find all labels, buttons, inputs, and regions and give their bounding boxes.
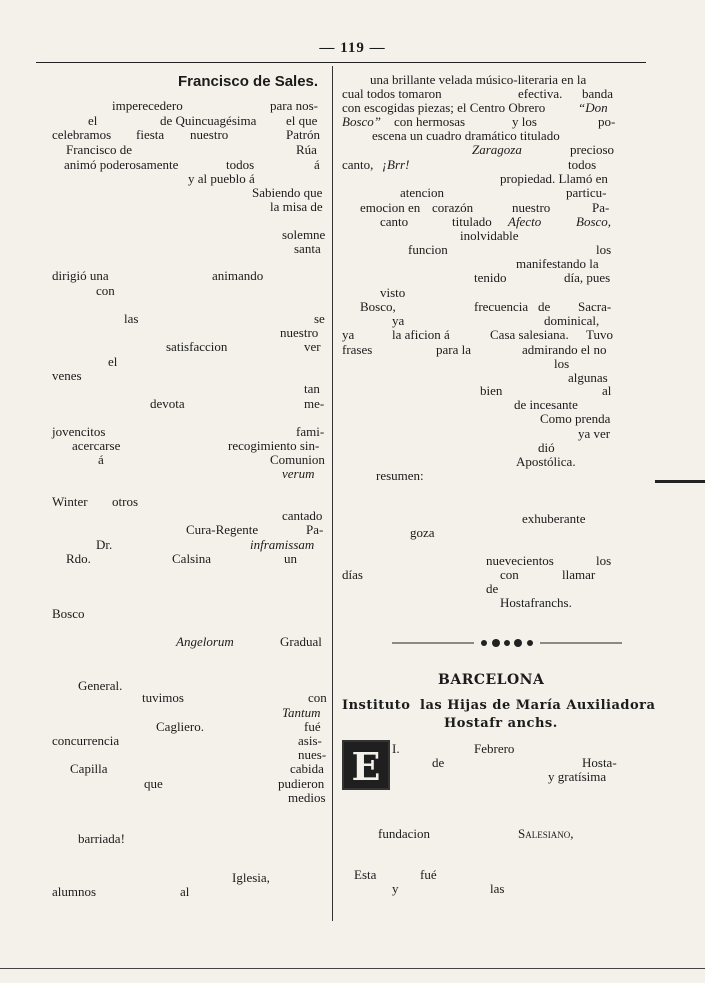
text-fragment: Bosco <box>52 606 85 621</box>
text-fragment: de <box>432 755 445 770</box>
text-fragment: atencion <box>400 185 445 200</box>
text-fragment: el <box>108 354 118 369</box>
text-fragment: fundacion <box>378 826 430 841</box>
drop-cap: E <box>342 740 390 790</box>
text-fragment: dominical, <box>544 313 600 328</box>
text-fragment: á <box>314 157 320 172</box>
text-fragment: de Quincuagésima <box>160 113 257 128</box>
text-fragment: de incesante <box>514 397 578 412</box>
text-fragment: con <box>308 690 327 705</box>
text-fragment: me- <box>304 396 325 411</box>
text-fragment: fiesta <box>136 127 165 142</box>
text-fragment: po- <box>598 114 616 129</box>
text-fragment: al <box>602 383 612 398</box>
text-fragment: el que <box>286 113 318 128</box>
bottom-rule <box>0 968 705 969</box>
text-fragment: frases <box>342 342 373 357</box>
text-fragment: al <box>180 884 190 899</box>
text-fragment: Afecto <box>508 214 542 229</box>
text-fragment: de <box>486 581 499 596</box>
text-fragment: Calsina <box>172 551 211 566</box>
text-fragment: Cagliero. <box>156 719 205 734</box>
text-fragment: emocion en <box>360 200 421 215</box>
text-fragment: Salesiano, <box>518 826 574 841</box>
text-fragment: con <box>96 283 115 298</box>
text-fragment: Apostólica. <box>516 454 576 469</box>
ornament-divider <box>392 637 622 649</box>
page-number: — 119 — <box>319 40 386 56</box>
text-fragment: frecuencia <box>474 299 529 314</box>
text-fragment: llamar <box>562 567 596 582</box>
subtitle-fragment: las Hijas de María Auxiliadora <box>420 698 656 713</box>
text-fragment: devota <box>150 396 185 411</box>
text-fragment: “Don <box>578 100 608 115</box>
text-fragment: las <box>124 311 139 326</box>
text-fragment: una brillante velada músico-literaria en la <box>370 72 587 87</box>
column-divider <box>332 66 333 921</box>
header-rule <box>36 62 646 63</box>
text-fragment: manifestando la <box>516 256 599 271</box>
text-fragment: corazón <box>432 200 474 215</box>
text-fragment: los <box>596 242 612 257</box>
text-fragment: Rúa <box>296 142 317 157</box>
text-fragment: la aficion á <box>392 327 450 342</box>
text-fragment: efectiva. <box>518 86 563 101</box>
text-fragment: Comunion <box>270 452 325 467</box>
text-fragment: Tuvo <box>586 327 613 342</box>
text-fragment: algunas <box>568 370 608 385</box>
text-fragment: un <box>284 551 297 566</box>
text-fragment: y al pueblo á <box>188 171 255 186</box>
text-fragment: celebramos <box>52 127 112 142</box>
text-fragment: inolvidable <box>460 228 519 243</box>
text-fragment: animando <box>212 268 264 283</box>
text-fragment: bien <box>480 383 503 398</box>
text-fragment: acercarse <box>72 438 121 453</box>
text-fragment: Febrero <box>474 741 515 756</box>
text-fragment: Hostafranchs. <box>500 595 572 610</box>
text-fragment: titulado <box>452 214 492 229</box>
text-fragment: días <box>342 567 363 582</box>
text-fragment: venes <box>52 368 82 383</box>
text-fragment: ¡Brr! <box>382 157 410 172</box>
text-fragment: Rdo. <box>66 551 91 566</box>
text-fragment: verum <box>282 466 315 481</box>
text-fragment: la misa de <box>270 199 323 214</box>
text-fragment: asis- <box>298 733 322 748</box>
text-fragment: fué <box>420 867 437 882</box>
text-fragment: barriada! <box>78 831 125 846</box>
text-fragment: Angelorum <box>176 634 234 649</box>
text-fragment: santa <box>294 241 321 256</box>
text-fragment: con hermosas <box>394 114 466 129</box>
text-fragment: fami- <box>296 424 325 439</box>
text-fragment: ya <box>342 327 355 342</box>
text-fragment: cual todos tomaron <box>342 86 442 101</box>
text-fragment: Tantum <box>282 705 321 720</box>
text-fragment: Gradual <box>280 634 322 649</box>
text-fragment: tuvimos <box>142 690 184 705</box>
text-fragment: satisfaccion <box>166 339 228 354</box>
text-fragment: alumnos <box>52 884 97 899</box>
section-heading: Francisco de Sales. <box>178 73 319 90</box>
text-fragment: todos <box>226 157 255 172</box>
text-fragment: Cura-Regente <box>186 522 259 537</box>
text-fragment: para nos- <box>270 98 319 113</box>
text-fragment: Patrón <box>286 127 320 142</box>
text-fragment: fué <box>304 719 321 734</box>
text-fragment: nuevecientos <box>486 553 554 568</box>
text-fragment: admirando el no <box>522 342 607 357</box>
subtitle-fragment: Hostafr anchs. <box>444 716 558 731</box>
text-fragment: resumen: <box>376 468 424 483</box>
text-fragment: nuestro <box>190 127 229 142</box>
text-fragment: nuestro <box>512 200 551 215</box>
section-title-barcelona: BARCELONA <box>438 672 545 688</box>
text-fragment: y gratísima <box>548 769 607 784</box>
text-fragment: los <box>596 553 612 568</box>
text-fragment: los <box>554 356 570 371</box>
text-fragment: General. <box>78 678 123 693</box>
text-fragment: y los <box>512 114 537 129</box>
text-fragment: medios <box>288 790 326 805</box>
text-fragment: las <box>490 881 505 896</box>
text-fragment: ya <box>392 313 405 328</box>
text-fragment: otros <box>112 494 138 509</box>
text-fragment: funcion <box>408 242 448 257</box>
text-fragment: para la <box>436 342 472 357</box>
text-fragment: animó poderosamente <box>64 157 179 172</box>
text-fragment: exhuberante <box>522 511 586 526</box>
text-fragment: jovencitos <box>52 424 106 439</box>
text-fragment: y <box>392 881 399 896</box>
text-fragment: Sacra- <box>578 299 612 314</box>
text-fragment: á <box>98 452 104 467</box>
text-fragment: concurrencia <box>52 733 120 748</box>
text-fragment: Sabiendo que <box>252 185 323 200</box>
text-fragment: tenido <box>474 270 507 285</box>
text-fragment: tan <box>304 381 320 396</box>
text-fragment: propiedad. Llamó en <box>500 171 608 186</box>
subtitle-fragment: Instituto <box>342 698 411 713</box>
text-fragment: Bosco, <box>360 299 396 314</box>
text-fragment: el <box>88 113 98 128</box>
text-fragment: Dr. <box>96 537 113 552</box>
text-fragment: cabida <box>290 761 324 776</box>
text-fragment: inframissam <box>250 537 315 552</box>
text-fragment: I. <box>392 741 400 756</box>
text-fragment: escena un cuadro dramático titulado <box>372 128 560 143</box>
text-fragment: canto <box>380 214 409 229</box>
text-fragment: nuestro <box>280 325 319 340</box>
text-fragment: pudieron <box>278 776 325 791</box>
text-fragment: visto <box>380 285 406 300</box>
text-fragment: con escogidas piezas; el Centro Obrero <box>342 100 546 115</box>
text-fragment: solemne <box>282 227 326 242</box>
text-fragment: ya ver <box>578 426 611 441</box>
text-fragment: ver <box>304 339 321 354</box>
text-fragment: nues- <box>298 747 327 762</box>
text-fragment: Winter <box>52 494 88 509</box>
text-fragment: cantado <box>282 508 323 523</box>
text-fragment: Casa salesiana. <box>490 327 569 342</box>
text-fragment: Francisco de <box>66 142 133 157</box>
text-fragment: que <box>144 776 163 791</box>
text-fragment: dirigió una <box>52 268 109 283</box>
text-fragment: Iglesia, <box>232 870 270 885</box>
edge-mark <box>655 480 705 483</box>
text-fragment: banda <box>582 86 614 101</box>
text-fragment: imperecedero <box>112 98 183 113</box>
text-fragment: Hosta- <box>582 755 617 770</box>
text-fragment: Como prenda <box>540 411 611 426</box>
text-fragment: Bosco, <box>576 214 612 229</box>
text-fragment: canto, <box>342 157 374 172</box>
text-fragment: Bosco” <box>342 114 381 129</box>
text-fragment: Pa- <box>592 200 610 215</box>
text-fragment: se <box>314 311 325 326</box>
text-fragment: de <box>538 299 551 314</box>
text-fragment: recogimiento sin- <box>228 438 320 453</box>
text-fragment: precioso <box>570 142 615 157</box>
text-fragment: Esta <box>354 867 377 882</box>
text-fragment: goza <box>410 525 435 540</box>
text-fragment: todos <box>568 157 597 172</box>
text-fragment: Zaragoza <box>472 142 522 157</box>
text-fragment: particu- <box>566 185 607 200</box>
text-fragment: con <box>500 567 519 582</box>
text-fragment: dió <box>538 440 555 455</box>
text-fragment: día, pues <box>564 270 611 285</box>
text-fragment: Pa- <box>306 522 324 537</box>
text-fragment: Capilla <box>70 761 108 776</box>
